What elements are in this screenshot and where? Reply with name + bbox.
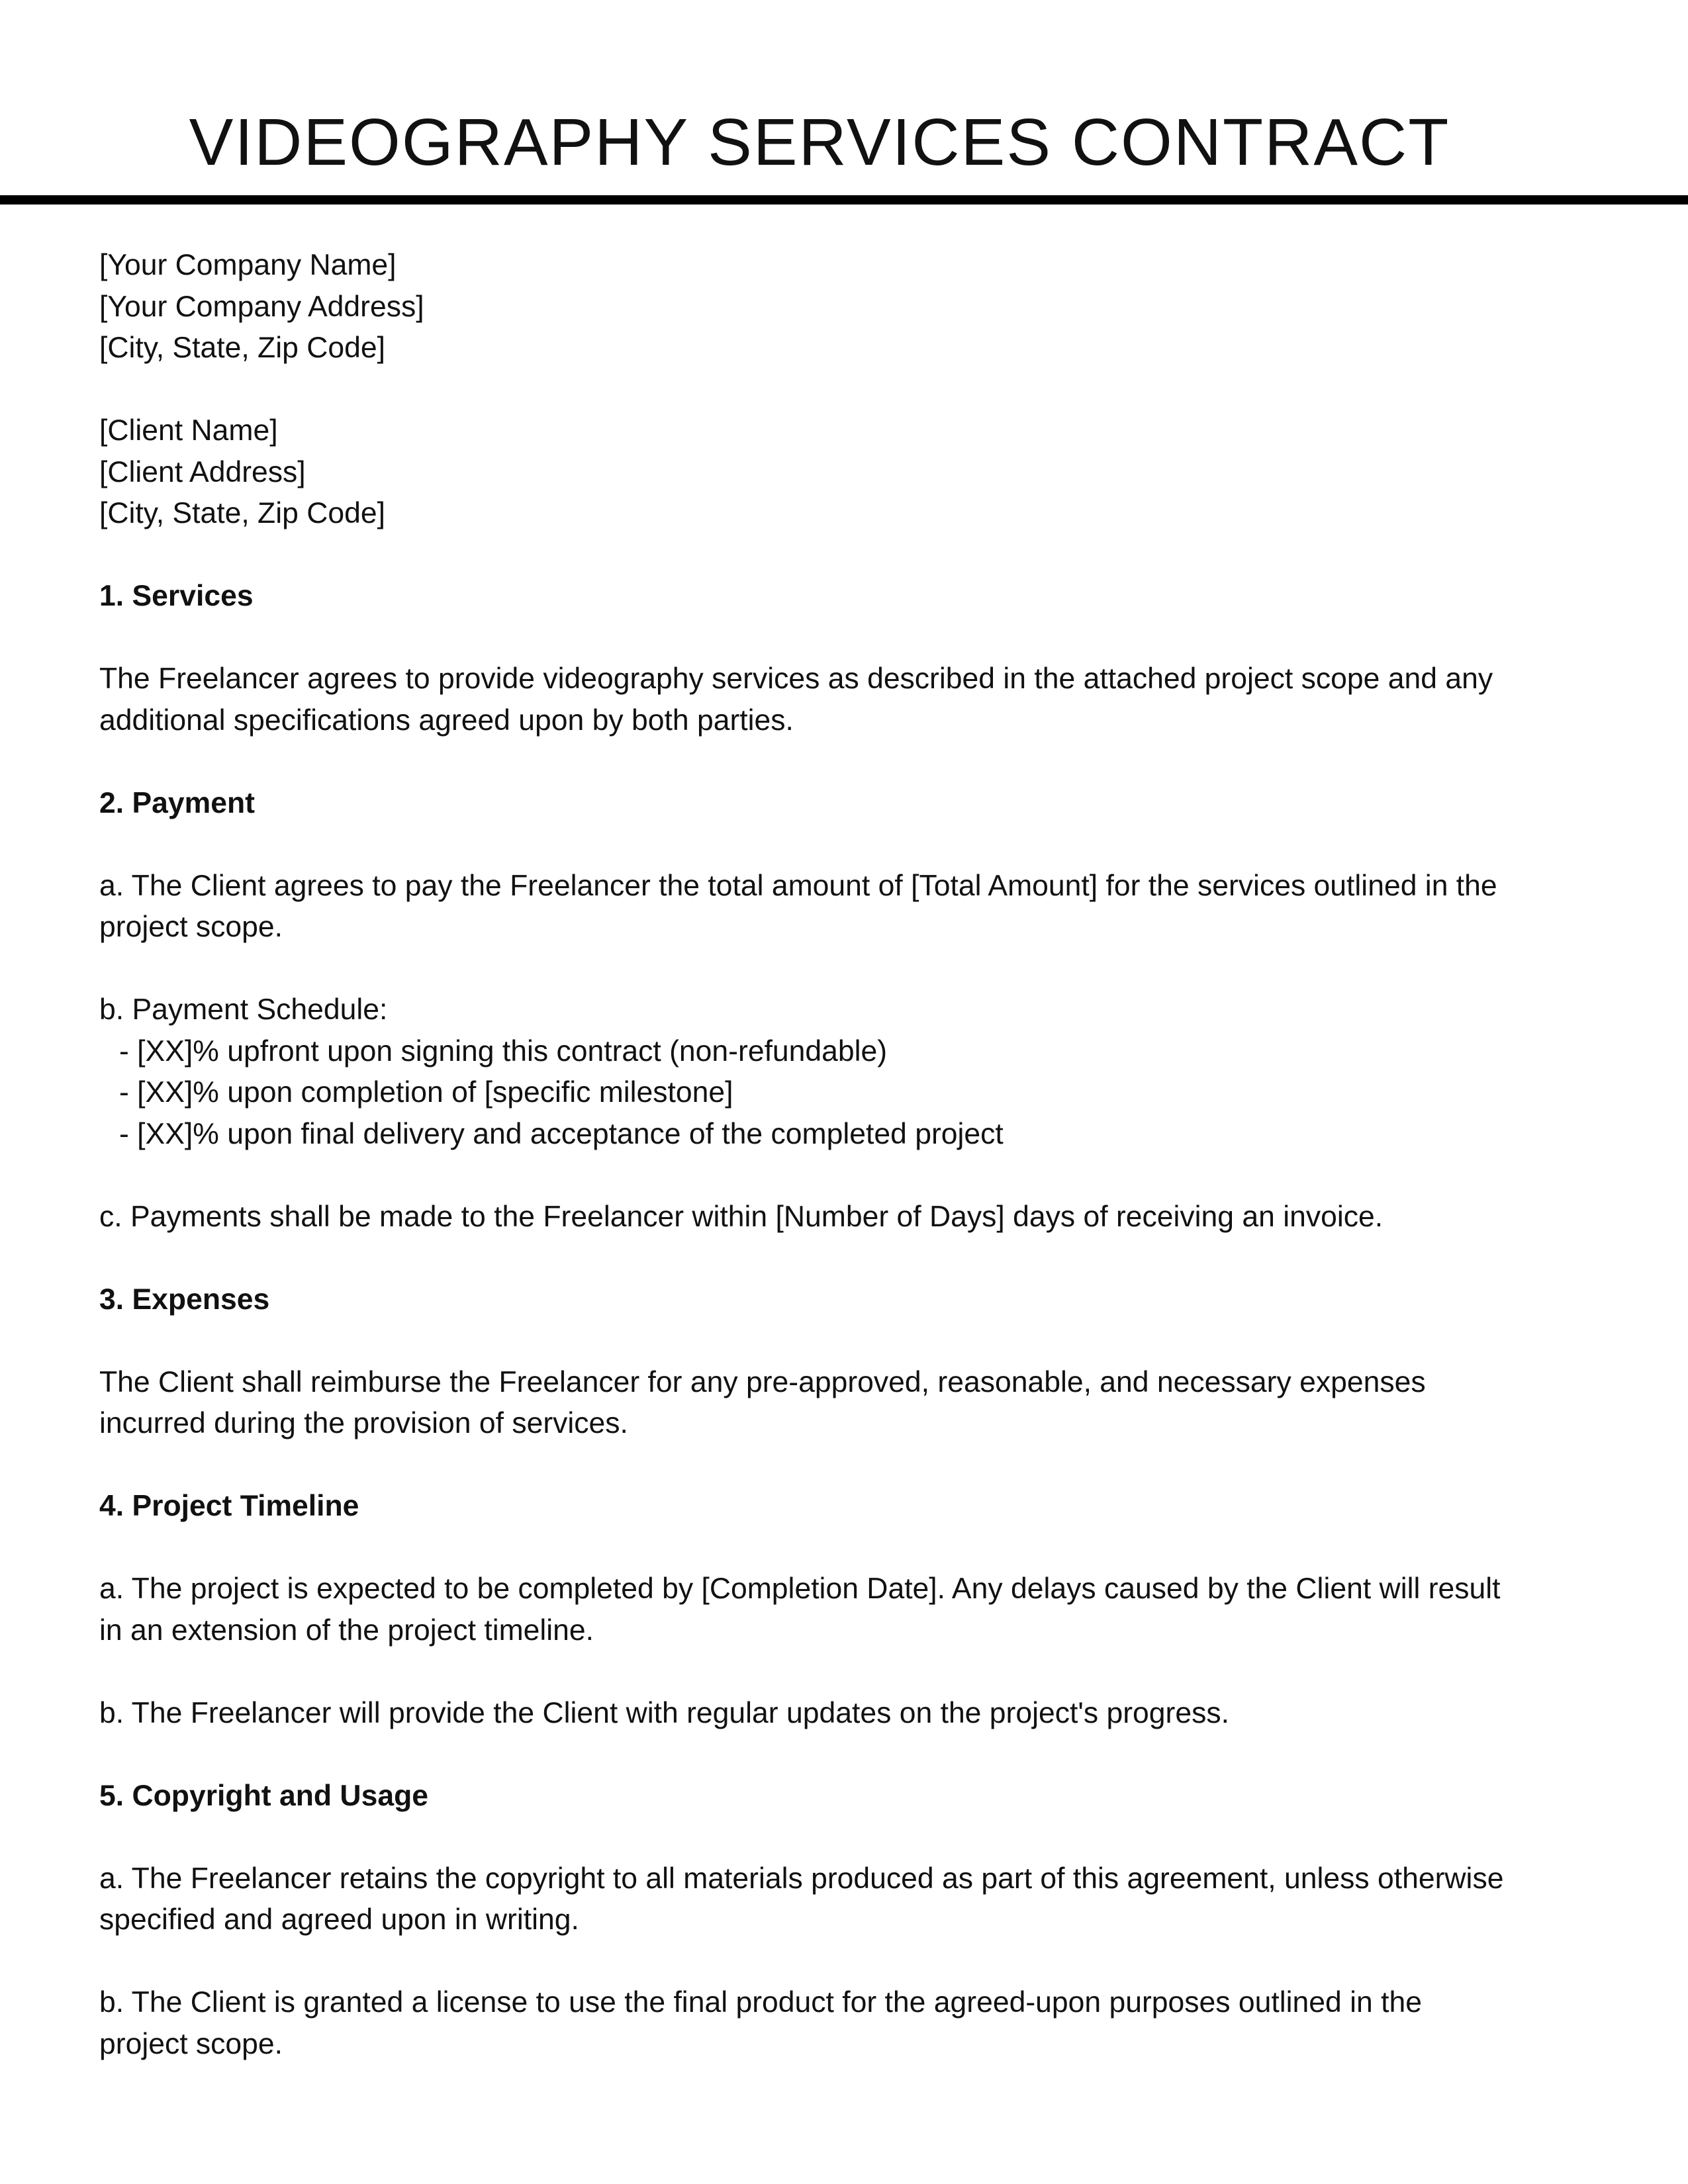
payment-schedule-item: - [XX]% upon final delivery and acceptance of the completed project [119,1117,1004,1150]
section-paragraph-line: incurred during the provision of services. [99,1407,628,1439]
section-expenses [99,1279,1589,1445]
sender-address-block [99,245,1589,369]
section-paragraph-line: a. The project is expected to be completed by [Completion Date]. Any delays caused by the Client will result [99,1572,1501,1605]
contract-body [99,245,1589,2065]
sender-company-address: [Your Company Address] [99,290,424,323]
section-services [99,576,1589,741]
section-paragraph-line: b. The Client is granted a license to use the final product for the agreed-upon purposes outlined in the [99,1986,1423,2019]
payment-schedule-item: - [XX]% upon completion of [specific milestone] [119,1076,733,1109]
sender-city-state-zip: [City, State, Zip Code] [99,332,385,364]
section-paragraph-line: in an extension of the project timeline. [99,1614,594,1647]
client-city-state-zip: [City, State, Zip Code] [99,497,385,529]
section-heading: 5. Copyright and Usage [99,1779,428,1812]
section-paragraph-line: specified and agreed upon in writing. [99,1903,579,1936]
section-paragraph-line: additional specifications agreed upon by both parties. [99,704,794,737]
title-divider [0,195,1688,205]
section-paragraph-line: a. The Freelancer retains the copyright to all materials produced as part of this agreement, unless otherwise [99,1862,1504,1895]
section-heading: 2. Payment [99,786,255,819]
section-paragraph-line: c. Payments shall be made to the Freelancer within [Number of Days] days of receiving an invoice. [99,1200,1383,1233]
sender-company-name: [Your Company Name] [99,249,397,281]
section-paragraph-line: project scope. [99,911,283,943]
client-address-block [99,410,1589,535]
section-paragraph-line: The Freelancer agrees to provide videography services as described in the attached project scope and any [99,662,1493,695]
section-copyright-usage [99,1776,1589,2066]
client-address: [Client Address] [99,455,306,488]
document-title: VIDEOGRAPHY SERVICES CONTRACT [189,105,1450,179]
section-heading: 1. Services [99,580,254,612]
section-payment [99,783,1589,1238]
section-heading: 4. Project Timeline [99,1490,359,1522]
section-paragraph-line: project scope. [99,2027,283,2060]
section-heading: 3. Expenses [99,1283,270,1316]
client-name: [Client Name] [99,414,278,447]
section-paragraph-line: b. The Freelancer will provide the Client with regular updates on the project's progress. [99,1696,1229,1729]
payment-schedule-label: b. Payment Schedule: [99,993,388,1026]
payment-schedule-item: - [XX]% upfront upon signing this contract (non-refundable) [119,1034,888,1068]
section-project-timeline [99,1486,1589,1734]
section-paragraph-line: a. The Client agrees to pay the Freelancer the total amount of [Total Amount] for the services outlined in the [99,869,1497,902]
section-paragraph-line: The Client shall reimburse the Freelancer for any pre-approved, reasonable, and necessary expenses [99,1365,1426,1398]
